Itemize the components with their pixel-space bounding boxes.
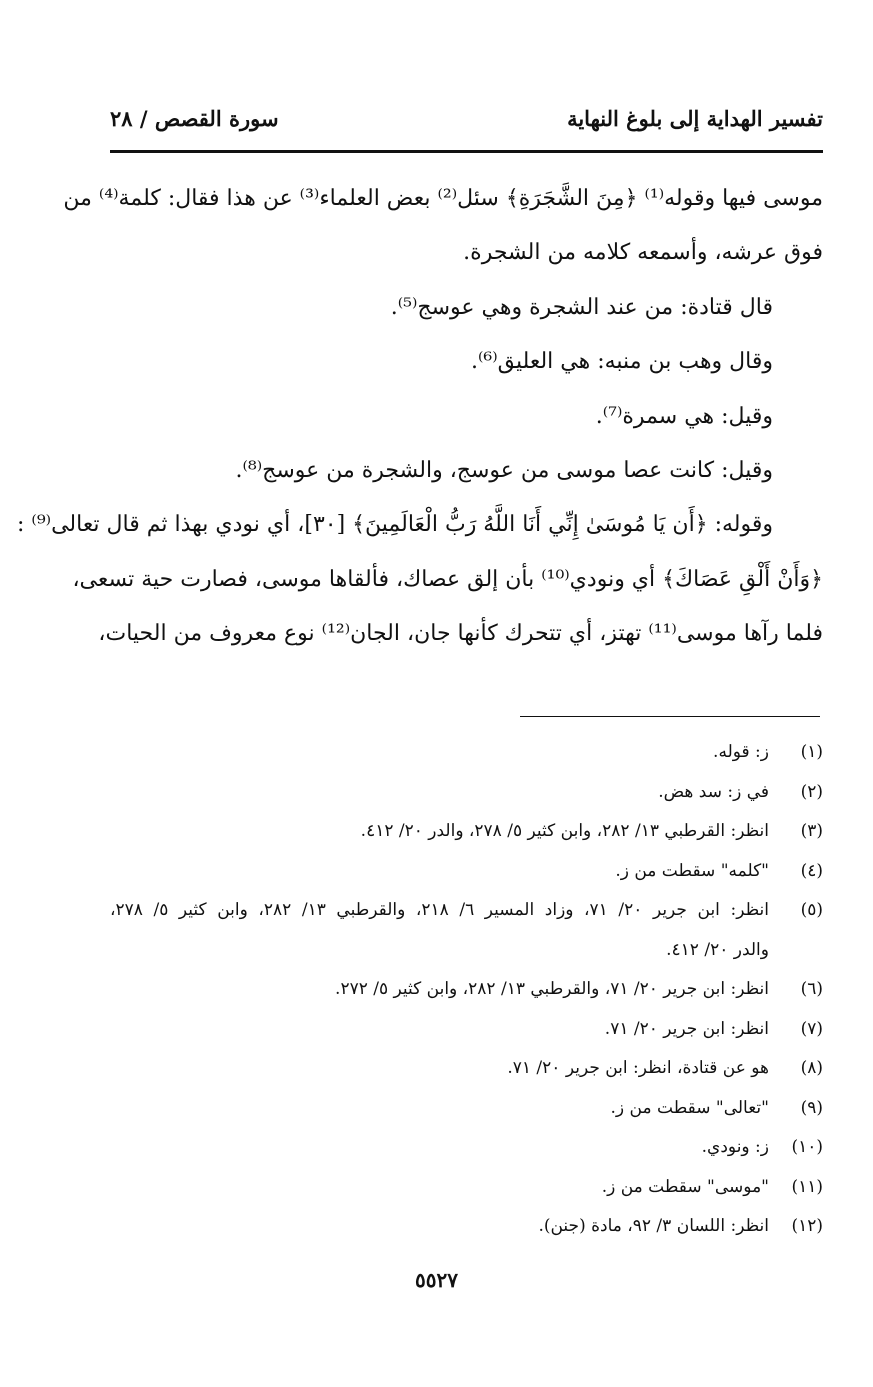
footnote-number: (١) [800, 742, 823, 762]
main-text [17, 172, 823, 662]
footnote-text: "تعالى" سقطت من ز. [610, 1097, 769, 1118]
footnote-11 [110, 1168, 823, 1208]
footnote-text: هو عن قتادة، انظر: ابن جرير ٢٠/ ٧١. [507, 1058, 769, 1078]
footnote-number: (١٠) [791, 1137, 823, 1157]
footnote-5 [110, 891, 823, 970]
footnote-text: انظر: اللسان ٣/ ٩٢، مادة (جنن). [538, 1216, 769, 1236]
footnote-8 [110, 1049, 823, 1089]
book-title: تفسير الهداية إلى بلوغ النهاية [567, 106, 823, 131]
footnote-9 [110, 1089, 823, 1129]
text-line: موسى فيها وقوله⁽¹⁾ ﴿مِنَ الشَّجَرَةِ﴾ سئل⁽²⁾ بعض العلماء⁽³⁾ عن هذا فقال: كلمة⁽⁴⁾ من [63, 186, 823, 211]
footnote-text: ز: قوله. [713, 742, 769, 762]
footnote-text: "موسى" سقطت من ز. [601, 1176, 769, 1197]
footnote-number: (٦) [800, 979, 823, 999]
footnote-text: في ز: سد هض. [658, 781, 769, 802]
text-line: وقال وهب بن منبه: هي العليق⁽⁶⁾. [470, 349, 773, 375]
text-line: وقيل: كانت عصا موسى من عوسج، والشجرة من عوسج⁽⁸⁾. [235, 457, 773, 483]
footnote-text: ز: ونودي. [701, 1137, 769, 1157]
footnote-text: انظر: القرطبي ١٣/ ٢٨٢، وابن كثير ٥/ ٢٧٨، والدر ٢٠/ ٤١٢. [360, 821, 769, 841]
footnote-12 [110, 1207, 823, 1247]
footnote-text: والدر ٢٠/ ٤١٢. [666, 939, 769, 960]
footnote-separator [520, 716, 820, 717]
footnotes [110, 733, 823, 1247]
footnote-text: انظر: ابن جرير ٢٠/ ٧١. [604, 1018, 769, 1039]
header-rule [110, 150, 823, 153]
footnote-number: (١١) [791, 1176, 823, 1197]
footnote-number: (٧) [800, 1018, 823, 1039]
footnote-number: (٢) [800, 781, 823, 802]
text-line: وقيل: هي سمرة⁽⁷⁾. [595, 403, 773, 429]
footnote-2 [110, 773, 823, 813]
footnote-7 [110, 1010, 823, 1050]
footnote-number: (٩) [800, 1097, 823, 1118]
footnote-4 [110, 852, 823, 892]
footnote-text: "كلمه" سقطت من ز. [615, 860, 769, 881]
footnote-10 [110, 1128, 823, 1168]
footnote-number: (٥) [800, 900, 823, 920]
footnote-text: انظر: ابن جرير ٢٠/ ٧١، والقرطبي ١٣/ ٢٨٢، وابن كثير ٥/ ٢٧٢. [335, 979, 769, 999]
footnote-number: (٤) [800, 860, 823, 881]
footnote-text: انظر: ابن جرير ٢٠/ ٧١، وزاد المسير ٦/ ٢١٨، والقرطبي ١٣/ ٢٨٢، وابن كثير ٥/ ٢٧٨، [110, 900, 769, 920]
text-line: فوق عرشه، وأسمعه كلامه من الشجرة. [463, 240, 823, 266]
text-line: قال قتادة: من عند الشجرة وهي عوسج⁽⁵⁾. [390, 294, 773, 320]
text-line: ﴿وَأَنْ أَلْقِ عَصَاكَ﴾ أي ونودي⁽¹⁰⁾ بأن إلق عصاك، فألقاها موسى، فصارت حية تسعى، [72, 566, 823, 592]
footnote-6 [110, 970, 823, 1010]
surah-label: سورة القصص / ٢٨ [110, 106, 279, 131]
footnote-number: (٨) [800, 1058, 823, 1078]
page-number: ٥٥٢٧ [415, 1268, 458, 1292]
text-line: وقوله: ﴿أَن يَا مُوسَىٰ إِنِّي أَنَا اللَّهُ رَبُّ الْعَالَمِينَ﴾ [٣٠]، أي نودي بهذا ثم قال تعالى⁽⁹⁾ : [17, 512, 773, 538]
footnote-1 [110, 733, 823, 773]
footnote-number: (١٢) [791, 1216, 823, 1236]
running-header [110, 106, 823, 142]
footnote-3 [110, 812, 823, 852]
text-line: فلما رآها موسى⁽¹¹⁾ تهتز، أي تتحرك كأنها جان، الجان⁽¹²⁾ نوع معروف من الحيات، [98, 621, 823, 647]
footnote-number: (٣) [800, 821, 823, 841]
